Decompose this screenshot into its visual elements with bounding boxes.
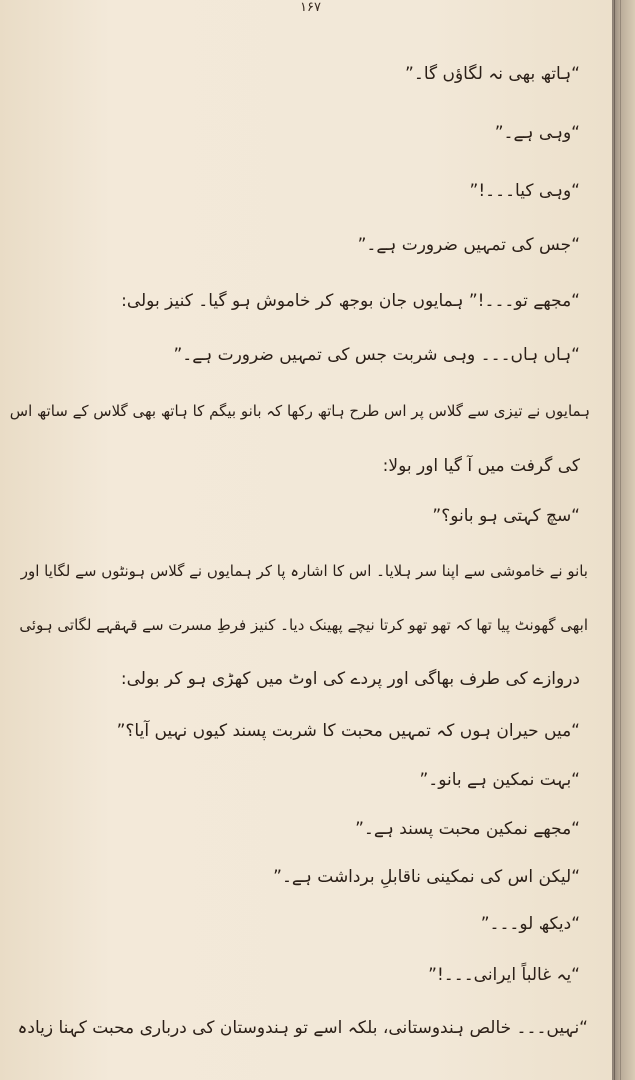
text-line: “مجھے تو۔۔۔!” ہمایوں جان بوجھ کر خاموش ہو گیا۔ کنیز بولی: — [121, 291, 580, 311]
text-line: “میں حیران ہوں کہ تمہیں محبت کا شربت پسند کیوں نہیں آیا؟” — [116, 721, 580, 741]
text-line: “وہی ہے۔” — [494, 123, 580, 143]
text-line: “بہت نمکین ہے بانو۔” — [419, 770, 580, 790]
gutter-edge — [620, 0, 621, 1080]
text-line: “مجھے نمکین محبت پسند ہے۔” — [355, 819, 580, 839]
text-line: ابھی گھونٹ پیا تھا کہ تھو تھو کرتا نیچے پھینک دیا۔ کنیز فرطِ مسرت سے قہقہے لگاتی ہوئی — [19, 616, 588, 634]
text-line: “دیکھ لو۔۔۔” — [480, 914, 580, 934]
gutter-edge — [614, 0, 615, 1080]
text-line: “وہی کیا۔۔۔!” — [469, 181, 580, 201]
text-line: دروازے کی طرف بھاگی اور پردے کی اوٹ میں کھڑی ہو کر بولی: — [120, 669, 580, 689]
text-line: “جس کی تمہیں ضرورت ہے۔” — [357, 235, 580, 255]
page-number: ۱۶۷ — [300, 0, 321, 15]
text-line: “ہاں ہاں۔۔۔ وہی شربت جس کی تمہیں ضرورت ہے۔” — [173, 345, 580, 365]
text-line: “ہاتھ بھی نہ لگاؤں گا۔” — [405, 64, 580, 84]
text-line: ہمایوں نے تیزی سے گلاس پر اس طرح ہاتھ رکھا کہ بانو بیگم کا ہاتھ بھی گلاس کے ساتھ اس — [9, 402, 590, 420]
text-line: “یہ غالباً ایرانی۔۔۔!” — [428, 965, 580, 985]
text-line: “نہیں۔۔۔ خالص ہندوستانی، بلکہ اسے تو ہندوستان کی درباری محبت کہنا زیادہ — [17, 1018, 588, 1038]
text-line: “سچ کہتی ہو بانو؟” — [432, 506, 580, 526]
text-line: “لیکن اس کی نمکینی ناقابلِ برداشت ہے۔” — [273, 867, 580, 887]
text-line: کی گرفت میں آ گیا اور بولا: — [382, 456, 580, 476]
book-gutter — [612, 0, 635, 1080]
text-line: بانو نے خاموشی سے اپنا سر ہلایا۔ اس کا اشارہ پا کر ہمایوں نے گلاس ہونٹوں سے لگایا اور — [20, 562, 588, 580]
